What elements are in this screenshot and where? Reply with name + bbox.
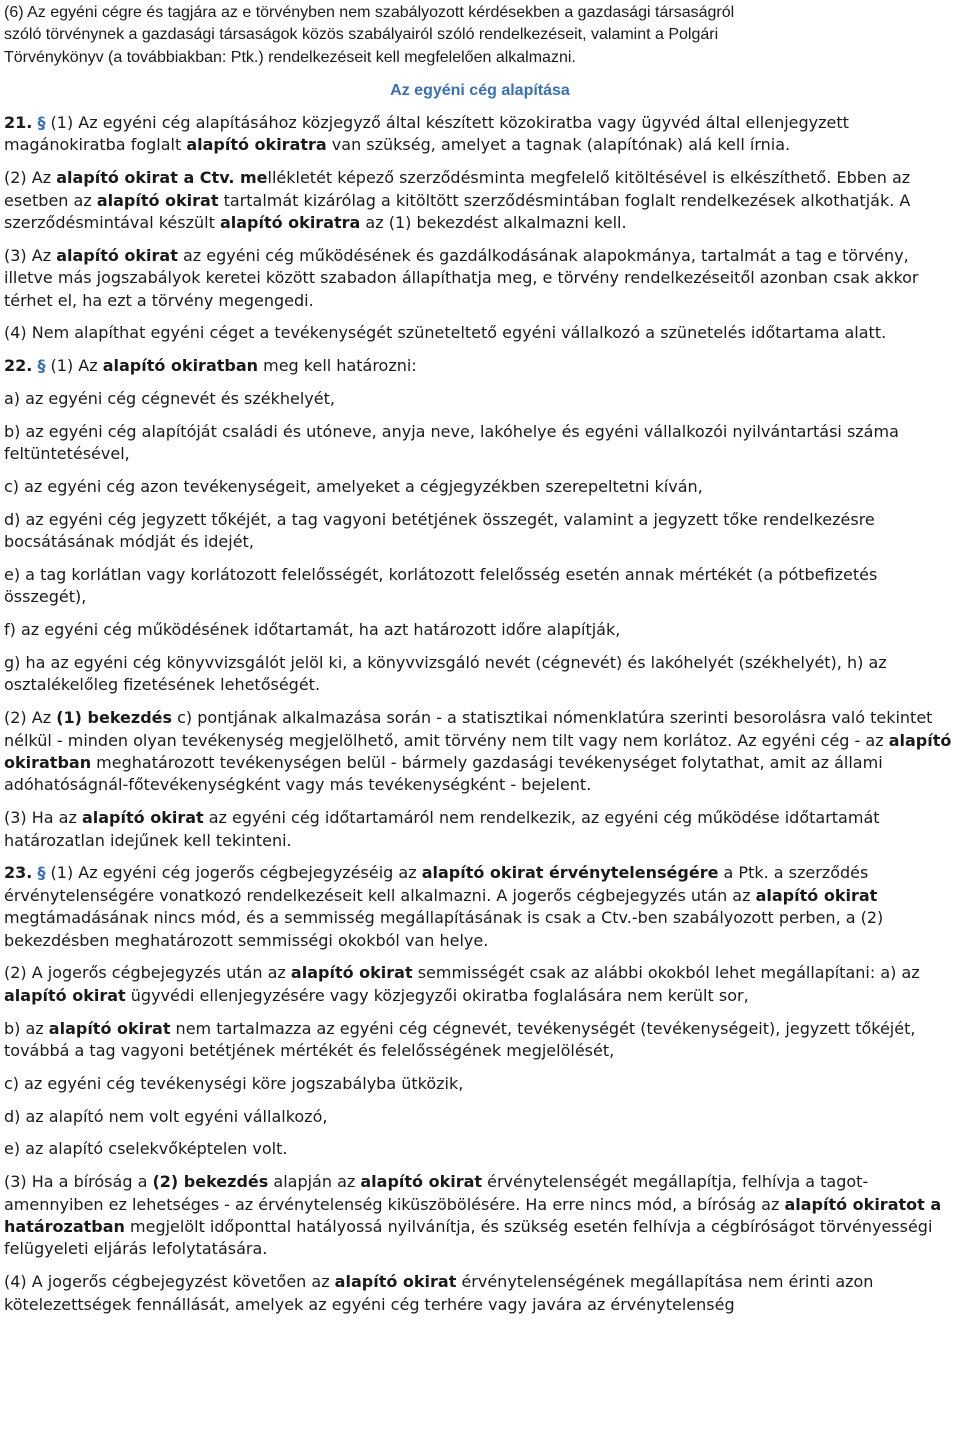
s23-p3-bold-d: alapító okirat — [360, 1172, 483, 1192]
s23-b-text-a: b) az — [4, 1018, 49, 1038]
s23-p4-bold: alapító okirat — [334, 1272, 457, 1292]
s23-p1-bold-d: alapító okirat — [755, 885, 878, 905]
s23-paragraph-2 — [4, 962, 956, 1007]
s23-p3-text-a: (3) Ha a bíróság a — [4, 1172, 153, 1192]
s22-p1-text-a: (1) Az — [45, 356, 103, 376]
s22-p3-text-a: (3) Ha az — [4, 808, 82, 828]
s23-p3-bold-f: alapító okiratot a határozatban — [4, 1194, 942, 1237]
s23-paragraph-3 — [4, 1171, 956, 1261]
s21-number: 21. — [4, 113, 33, 133]
s23-item-e: e) az alapító cselekvőképtelen volt. — [4, 1139, 288, 1159]
s23-p1-text-a: (1) Az egyéni cég jogerős cégbejegyzéséig az — [45, 863, 422, 883]
s22-p2-text-a: (2) Az — [4, 708, 57, 728]
s22-item-a: a) az egyéni cég cégnevét és székhelyét, — [4, 389, 335, 409]
s23-paragraph-4 — [4, 1271, 956, 1316]
s23-p4-text-c: érvénytelenségének megállapítása nem érinti azon kötelezettségek fennállását, amelyek az egyéni cég terhére vagy javára az érvénytelenség — [4, 1272, 874, 1314]
s21-p2-text-c: llékletét képező szerződésminta megfelelő kitöltésével is elkészíthető. Ebben az esetben az — [4, 168, 911, 210]
s23-number: 23. — [4, 863, 33, 883]
intro-line-1: (6) Az egyéni cégre és tagjára az e törvényben nem szabályozott kérdésekben a gazdasági társaságról — [4, 4, 735, 21]
s22-item-e: e) a tag korlátlan vagy korlátozott felelősségét, korlátozott felelősség esetén annak mértékét (a pótbefizetés összegét), — [4, 565, 878, 607]
s22-p1-text-c: meg kell határozni: — [258, 356, 417, 376]
s21-p1-bold: alapító okiratra — [186, 135, 327, 155]
s21-paragraph-2 — [4, 167, 956, 234]
s22-p2-text-e: meghatározott tevékenységen belül - bármely gazdasági tevékenységet folytathat, amit az állami adóhatóságnál-főtevékenységként vagy más tevékenységként - bejelent. — [4, 753, 883, 795]
s22-item-f: f) az egyéni cég működésének időtartamát, ha azt határozott időre alapítják, — [4, 620, 621, 640]
s22-p2-bold-b: (1) bekezdés — [56, 708, 173, 728]
s22-paragraph-1 — [4, 355, 956, 377]
section-heading: Az egyéni cég alapítása — [390, 81, 570, 99]
s23-p2-bold-b: alapító okirat — [290, 963, 413, 983]
s22-item-d: d) az egyéni cég jegyzett tőkéjét, a tag vagyoni betétjének összegét, valamint a jegyzett tőke rendelkezésre bocsátásának módját és idejét, — [4, 509, 875, 552]
s22-p3-text-c: az egyéni cég időtartamáról nem rendelkezik, az egyéni cég működése időtartamát határozatlan idejűnek kell tekinteni. — [4, 808, 880, 850]
s23-paragraph-1 — [4, 862, 956, 952]
s21-p3-bold: alapító okirat — [56, 245, 178, 265]
s21-section-mark[interactable]: § — [37, 113, 46, 133]
s21-paragraph-1 — [4, 112, 956, 157]
s22-item-g: g) ha az egyéni cég könyvvizsgálót jelöl ki, a könyvvizsgáló nevét (cégnevét) és lakóhelyét (székhelyét), h) az osztalékelőleg fizetésének lehetőségét. — [4, 653, 887, 695]
s22-p3-bold: alapító okirat — [81, 808, 204, 828]
s22-p2-text-c: c) pontjának alkalmazása során - a statisztikai nómenklatúra szerinti besorolásra való tekintet nélkül - minden olyan tevékenység megjelölhető, amit törvény nem tilt vagy nem korlátoz. Az egyéni cég - az — [4, 708, 933, 750]
s21-p1-text-c: van szükség, amelyet a tagnak (alapítónak) alá kell írnia. — [326, 135, 791, 155]
s21-paragraph-4: (4) Nem alapíthat egyéni céget a tevékenységét szüneteltető egyéni vállalkozó a szünetelés időtartama alatt. — [4, 323, 887, 343]
s23-p4-text-a: (4) A jogerős cégbejegyzést követően az — [4, 1272, 335, 1292]
s21-p2-text-e: tartalmát kizárólag a kitöltött szerződésmintában foglalt rendelkezések alkothatják. A szerződésmintával készült — [4, 190, 911, 233]
s21-paragraph-3 — [4, 245, 956, 312]
intro-line-3: Törvénykönyv (a továbbiakban: Ptk.) rendelkezéseit kell megfelelően alkalmazni. — [4, 48, 576, 66]
s22-item-b: b) az egyéni cég alapítóját családi és utóneve, anyja neve, lakóhelye és egyéni vállalkozói nyilvántartási száma feltüntetésével, — [4, 421, 899, 464]
s23-p3-bold-b: (2) bekezdés — [152, 1172, 269, 1192]
s23-p2-bold-d: alapító okirat — [4, 985, 126, 1005]
intro-line-2: szóló törvénynek a gazdasági társaságok közös szabályairól szóló rendelkezéseit, valamint a Polgári — [4, 26, 719, 44]
s22-paragraph-3 — [4, 807, 956, 852]
s22-paragraph-2 — [4, 707, 956, 797]
s23-p3-text-g: megjelölt időponttal hatályossá nyilvánítja, és szükség esetén felhívja a cégbíróságot törvényességi felügyeleti eljárás lefolytatására. — [4, 1217, 933, 1259]
s21-p2-text-a: (2) Az — [4, 168, 57, 188]
s23-p2-text-a: (2) A jogerős cégbejegyzés után az — [4, 963, 291, 983]
s22-p2-bold-d: alapító okiratban — [4, 730, 952, 773]
s23-b-text-c: nem tartalmazza az egyéni cég cégnevét, tevékenységét (tevékenységeit), jegyzett tőkéjét, továbbá a tag vagyoni betétjének mértékét és felelősségének megjelölését, — [4, 1018, 916, 1061]
s21-p3-text-c: az egyéni cég működésének és gazdálkodásának alapokmánya, tartalmát a tag e törvény, illetve más jogszabályok keretei között szabadon állapíthatja meg, e törvény rendelkezéseitől azonban csak akkor térhet el, ha ezt a törvény megengedi. — [4, 245, 919, 310]
s23-p1-bold-b: alapító okirat érvénytelenségére — [421, 863, 719, 883]
s23-p2-text-e: ügyvédi ellenjegyzésére vagy közjegyzői okiratba foglalására nem került sor, — [125, 985, 749, 1005]
s21-p3-text-a: (3) Az — [4, 245, 57, 265]
s23-item-d: d) az alapító nem volt egyéni vállalkozó, — [4, 1106, 328, 1126]
s21-p2-bold-b: alapító okirat a Ctv. me — [56, 168, 268, 188]
s23-p2-text-c: semmisségét csak az alábbi okokból lehet megállapítani: a) az — [412, 963, 920, 983]
s22-number: 22. — [4, 356, 33, 376]
s21-p1-text-a: (1) Az egyéni cég alapításához közjegyző által készített közokiratba vagy ügyvéd által ellenjegyzett magánokiratba foglalt — [4, 113, 849, 155]
s22-p1-bold: alapító okiratban — [102, 356, 259, 376]
s23-p1-text-c: a Ptk. a szerződés érvénytelenségére vonatkozó rendelkezéseit kell alkalmazni. A jogerős cégbejegyzés után az — [4, 863, 869, 905]
s21-p2-bold-f: alapító okiratra — [219, 213, 361, 233]
s23-p3-text-c: alapján az — [268, 1172, 361, 1192]
s22-section-mark[interactable]: § — [37, 356, 46, 376]
intro-paragraph — [4, 2, 956, 69]
s23-b-bold: alapító okirat — [48, 1018, 171, 1038]
s23-p1-text-e: megtámadásának nincs mód, és a semmisség megállapításának is csak a Ctv.-ben szabályozott perben, a (2) bekezdésben meghatározott semmisségi okokból van helye. — [4, 908, 884, 950]
s22-item-c: c) az egyéni cég azon tevékenységeit, amelyeket a cégjegyzékben szerepeltetni kíván, — [4, 477, 703, 497]
s23-item-b — [4, 1018, 956, 1063]
s23-p3-text-e: érvénytelenségét megállapítja, felhívja a tagot-amennyiben ez lehetséges - az érvénytelenség kiküszöbölésére. Ha erre nincs mód, a bíróság az — [4, 1172, 869, 1214]
s23-item-c: c) az egyéni cég tevékenységi köre jogszabályba ütközik, — [4, 1073, 464, 1093]
s23-section-mark[interactable]: § — [37, 863, 46, 883]
s21-p2-bold-d: alapító okirat — [96, 190, 219, 210]
s21-p2-text-g: az (1) bekezdést alkalmazni kell. — [360, 213, 627, 233]
